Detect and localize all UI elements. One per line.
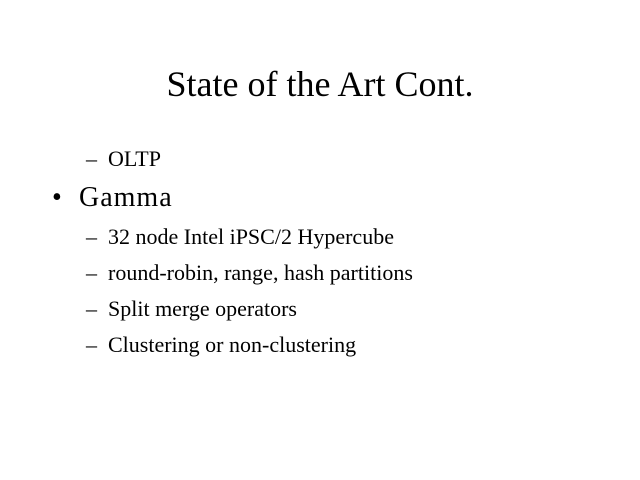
dash-marker: –	[86, 146, 97, 171]
dash-marker: –	[86, 224, 97, 249]
bullet-text: Gamma	[79, 182, 173, 213]
sub-bullet-clustering	[86, 332, 356, 358]
bullet-gamma	[52, 182, 173, 214]
sub-bullet-text: Split merge operators	[108, 296, 297, 321]
sub-bullet-oltp	[86, 146, 161, 172]
dash-marker: –	[86, 296, 97, 321]
dash-marker: –	[86, 260, 97, 285]
sub-bullet-hypercube	[86, 224, 394, 250]
sub-bullet-text: 32 node Intel iPSC/2 Hypercube	[108, 224, 394, 249]
sub-bullet-partitions	[86, 260, 413, 286]
sub-bullet-split-merge	[86, 296, 297, 322]
sub-bullet-text: round-robin, range, hash partitions	[108, 260, 413, 285]
bullet-marker: •	[52, 182, 62, 213]
sub-bullet-text: Clustering or non-clustering	[108, 332, 357, 357]
sub-bullet-text: OLTP	[108, 146, 161, 171]
dash-marker: –	[86, 332, 97, 357]
slide-title: State of the Art Cont.	[166, 64, 474, 104]
